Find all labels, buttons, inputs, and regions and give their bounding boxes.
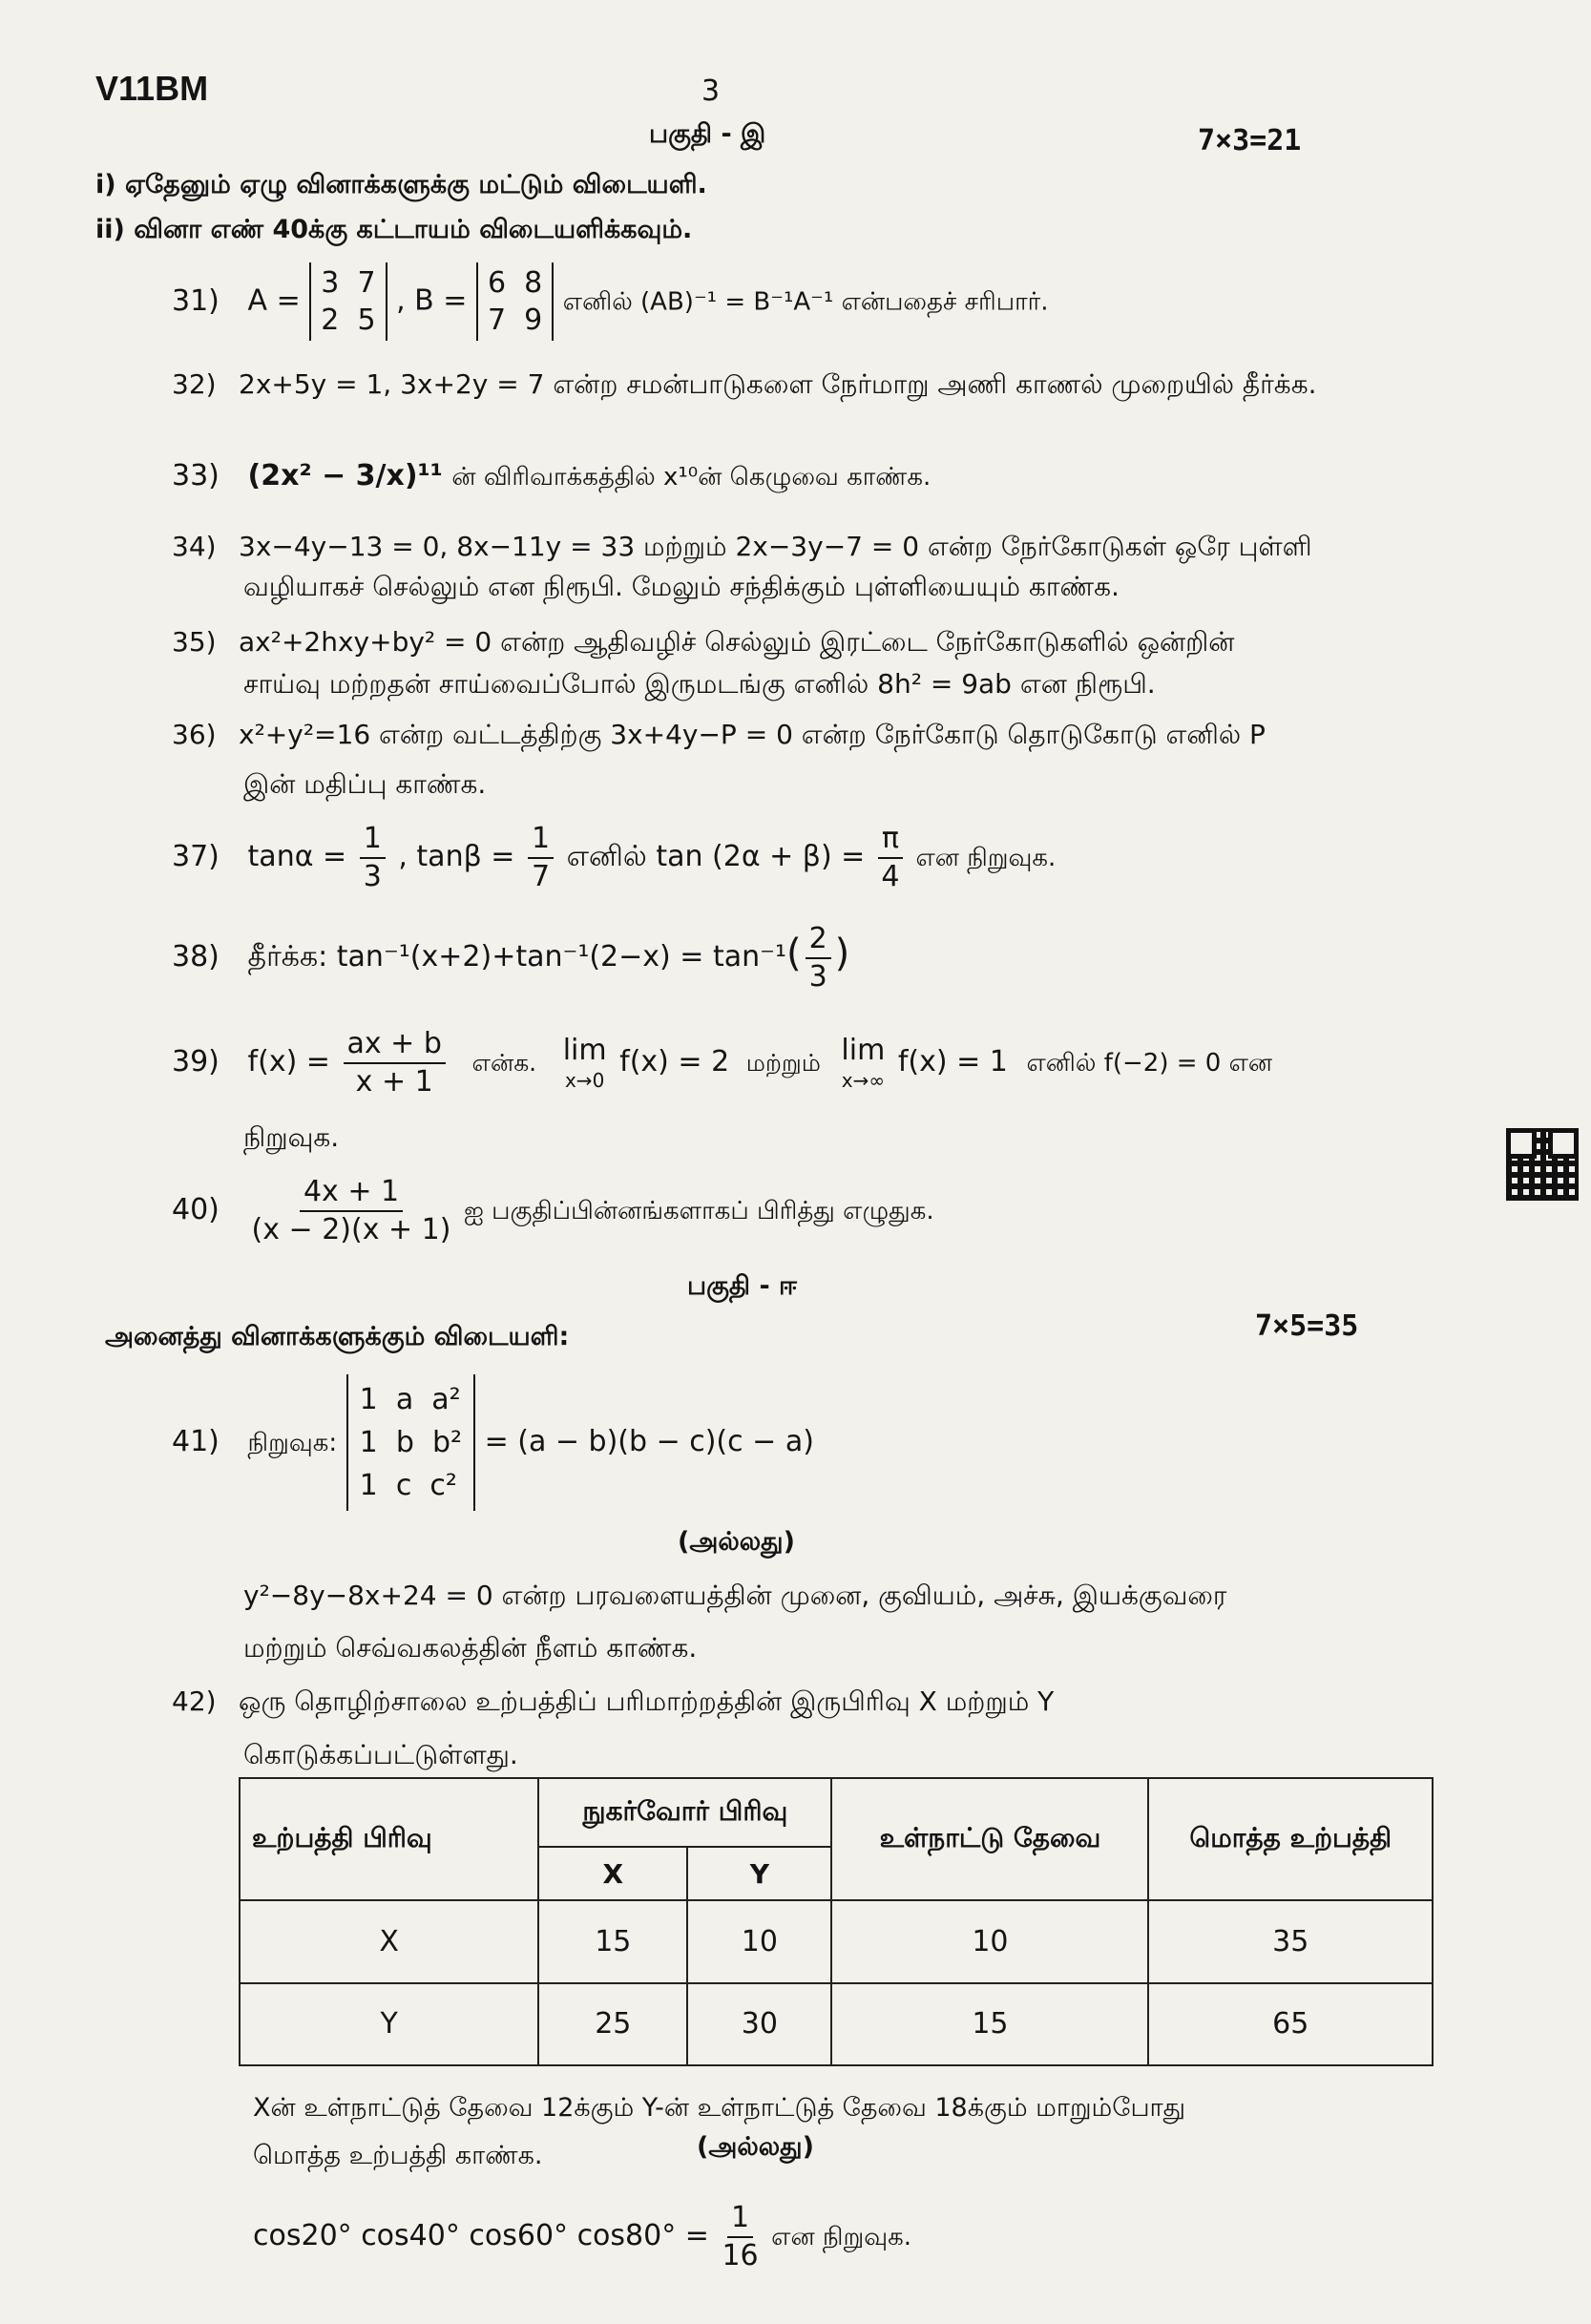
question-32-text: 2x+5y = 1, 3x+2y = 7 என்ற சமன்பாடுகளை நேர்மாறு அணி காணல் முறையில் தீர்க்க. xyxy=(239,368,1317,400)
header-total: மொத்த உற்பத்தி xyxy=(1148,1778,1433,1900)
question-41-alt-line-1: y²−8y−8x+24 = 0 என்ற பரவளையத்தின் முனை, குவியம், அச்சு, இயக்குவரை xyxy=(243,1580,1227,1611)
question-number: 38) xyxy=(172,940,220,974)
matrix-b: 6 8 7 9 xyxy=(476,262,554,341)
question-42 xyxy=(172,1685,1054,1718)
question-number: 42) xyxy=(172,1685,217,1717)
table-row: X 15 10 10 35 xyxy=(240,1900,1433,1983)
question-42-line-2: கொடுக்கப்பட்டுள்ளது. xyxy=(243,1739,518,1770)
question-34 xyxy=(172,530,1312,563)
part4-title: பகுதி - ஈ xyxy=(687,1271,798,1301)
fraction: $\frac{2}{3}$ xyxy=(806,921,831,995)
matrix-b-label: , B = xyxy=(396,283,468,318)
part3-instruction-1: i) ஏதேனும் ஏழு வினாக்களுக்கு மட்டும் விடையளி. xyxy=(95,170,707,199)
part3-instruction-2: ii) வினா எண் 40க்கு கட்டாயம் விடையளிக்கவும். xyxy=(95,215,693,244)
fraction: $\frac{ax + b}{x + 1}$ xyxy=(344,1026,446,1099)
question-number: 33) xyxy=(172,459,220,492)
limit: lim x→0 xyxy=(562,1034,607,1092)
question-42-line-1: ஒரு தொழிற்சாலை உற்பத்திப் பரிமாற்றத்தின் இருபிரிவு X மற்றும் Y xyxy=(239,1685,1055,1717)
question-34-line-1: 3x−4y−13 = 0, 8x−11y = 33 மற்றும் 2x−3y−7 = 0 என்ற நேர்கோடுகள் ஒரே புள்ளி xyxy=(239,531,1312,562)
fraction: $\frac{1}{3}$ xyxy=(360,821,386,894)
or-label: (அல்லது) xyxy=(678,1527,795,1557)
question-32 xyxy=(172,367,1317,401)
or-label: (அல்லது) xyxy=(697,2132,814,2162)
question-number: 32) xyxy=(172,368,217,400)
question-35 xyxy=(172,625,1234,659)
question-35-line-2: சாய்வு மற்றதன் சாய்வைப்போல் இருமடங்கு எனில் 8h² = 9ab என நிரூபி. xyxy=(243,668,1156,700)
question-41: 41) நிறுவுக: 1 a a² 1 b b² 1 c c² = (a − b)(b − c)(c − a) xyxy=(172,1374,814,1511)
part4-marks: 7×5=35 xyxy=(1255,1309,1359,1343)
question-number: 36) xyxy=(172,719,217,750)
paper-code: V11BM xyxy=(95,69,209,108)
question-34-line-2: வழியாகச் செல்லும் என நிரூபி. மேலும் சந்திக்கும் புள்ளியையும் காண்க. xyxy=(243,571,1120,602)
question-42-alt: cos20° cos40° cos60° cos80° = $\frac{1}{16}$ என நிறுவுக. xyxy=(253,2201,911,2272)
header-domestic: உள்நாட்டு தேவை xyxy=(831,1778,1148,1900)
fraction: $\frac{\pi}{4}$ xyxy=(878,821,903,894)
question-41-alt-line-2: மற்றும் செவ்வகலத்தின் நீளம் காண்க. xyxy=(243,1632,698,1664)
part3-title: பகுதி - இ xyxy=(649,119,766,149)
question-number: 34) xyxy=(172,531,217,562)
question-38: 38) தீர்க்க: tan⁻¹(x+2)+tan⁻¹(2−x) = tan⁻¹( $\frac{2}{3}$ ) xyxy=(172,922,850,994)
question-number: 35) xyxy=(172,626,217,658)
matrix-a-label: A = xyxy=(247,283,301,318)
question-number: 39) xyxy=(172,1045,220,1078)
determinant: 1 a a² 1 b b² 1 c c² xyxy=(346,1374,475,1511)
question-39: 39) f(x) = $\frac{ax + b}{x + 1}$ என்க. lim x→0 f(x) = 2 மற்றும் lim x→∞ f(x) = 1 எனில் f(−2) = 0 என xyxy=(172,1027,1273,1099)
table-row: Y 25 30 15 65 xyxy=(240,1983,1433,2066)
question-40: 40) $\frac{4x + 1}{(x - 2)(x + 1)}$ ஐ பகுதிப்பின்னங்களாகப் பிரித்து எழுதுக. xyxy=(172,1175,934,1246)
header-consumer: நுகர்வோர் பிரிவு xyxy=(538,1778,831,1847)
production-table xyxy=(239,1777,1434,2066)
page-number: 3 xyxy=(701,74,721,108)
fraction: $\frac{1}{7}$ xyxy=(528,821,554,894)
question-39-line-2: நிறுவுக. xyxy=(243,1121,340,1153)
question-36 xyxy=(172,718,1266,751)
header-x: X xyxy=(538,1847,687,1900)
question-number: 41) xyxy=(172,1425,220,1458)
question-36-line-1: x²+y²=16 என்ற வட்டத்திற்கு 3x+4y−P = 0 என்ற நேர்கோடு தொடுகோடு எனில் P xyxy=(239,719,1266,750)
part3-marks: 7×3=21 xyxy=(1198,124,1302,157)
question-37: 37) tanα = $\frac{1}{3}$ , tanβ = $\frac{1}{7}$ எனில் tan (2α + β) = $\frac{\pi}{4}$ என நிறுவுக. xyxy=(172,822,1057,893)
header-section: உற்பத்தி பிரிவு xyxy=(240,1778,538,1900)
question-33 xyxy=(172,458,931,494)
fraction: $\frac{4x + 1}{(x - 2)(x + 1)}$ xyxy=(251,1175,451,1246)
fraction: $\frac{1}{16}$ xyxy=(722,2201,759,2272)
question-42-after-line-2: மொத்த உற்பத்தி காண்க. xyxy=(253,2141,543,2170)
question-42-after-line-1: Xன் உள்நாட்டுத் தேவை 12க்கும் Y-ன் உள்நாட்டுத் தேவை 18க்கும் மாறும்போது xyxy=(253,2093,1186,2123)
question-number: 37) xyxy=(172,840,220,873)
part4-instruction: அனைத்து வினாக்களுக்கும் விடையளி: xyxy=(105,1322,570,1351)
question-31 xyxy=(172,262,1049,341)
qr-code-icon xyxy=(1506,1128,1579,1201)
question-33-text: ன் விரிவாக்கத்தில் x¹⁰ன் கெழுவை காண்க. xyxy=(451,463,932,492)
limit: lim x→∞ xyxy=(841,1034,886,1092)
header-y: Y xyxy=(687,1847,831,1900)
question-number: 31) xyxy=(172,283,220,318)
question-number: 40) xyxy=(172,1193,220,1226)
question-31-text: எனில் (AB)⁻¹ = B⁻¹A⁻¹ என்பதைச் சரிபார். xyxy=(562,287,1049,317)
question-36-line-2: இன் மதிப்பு காண்க. xyxy=(243,768,487,800)
binomial-expression: (2x² − 3/x)¹¹ xyxy=(247,459,443,492)
question-35-line-1: ax²+2hxy+by² = 0 என்ற ஆதிவழிச் செல்லும் இரட்டை நேர்கோடுகளில் ஒன்றின் xyxy=(239,626,1235,658)
matrix-a: 3 7 2 5 xyxy=(309,262,387,341)
